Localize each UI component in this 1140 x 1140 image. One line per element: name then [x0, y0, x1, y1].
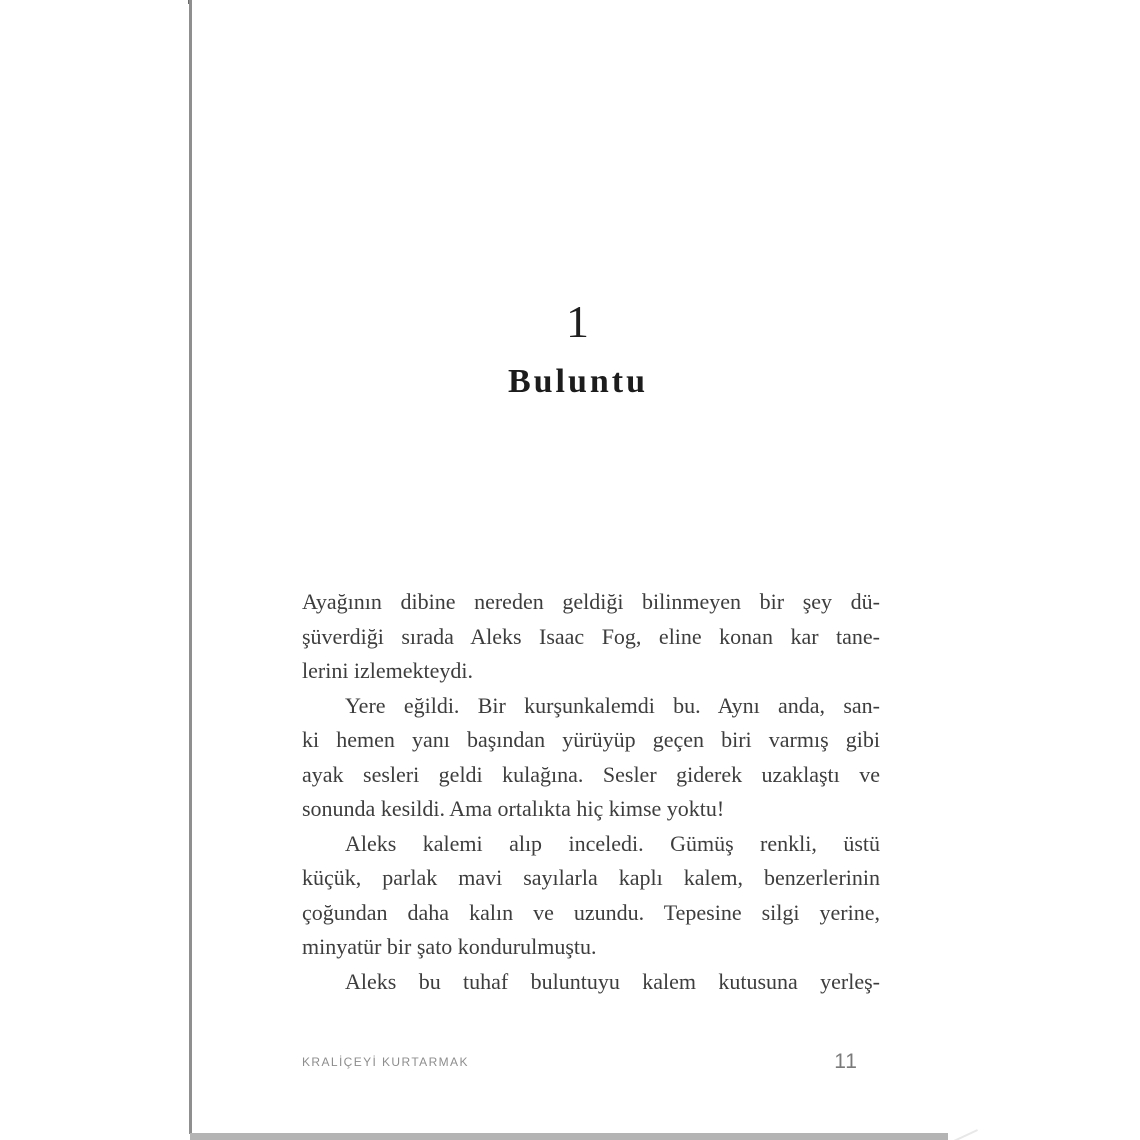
body-line: Aleks bu tuhaf buluntuyu kalem kutusuna yerleş-: [345, 968, 880, 994]
body-line: Ayağının dibine nereden geldiği bilinmeyen bir şey dü-: [302, 589, 880, 614]
body-line: Aleks kalemi alıp inceledi. Gümüş renkli, üstü: [345, 830, 880, 856]
body-line: şüverdiği sırada Aleks Isaac Fog, eline konan kar tane-: [302, 623, 880, 649]
body-line: küçük, parlak mavi sayılarla kaplı kalem, benzerlerinin: [302, 865, 880, 890]
page-footer: [302, 1050, 880, 1074]
chapter-title: Buluntu: [507, 363, 649, 400]
body-line: çoğundan daha kalın ve uzundu. Tepesine silgi yerine,: [302, 899, 880, 925]
body-line: ki hemen yanı başından yürüyüp geçen biri varmış gibi: [302, 727, 880, 752]
page-number: 11: [834, 1050, 858, 1073]
body-line: minyatür bir şato kondurulmuştu.: [302, 934, 597, 959]
body-line: ayak sesleri geldi kulağına. Sesler giderek uzaklaştı ve: [302, 761, 880, 787]
book-page: [192, 0, 948, 1133]
body-line: lerini izlemekteydi.: [302, 658, 474, 683]
chapter-heading: [290, 296, 866, 402]
body-line: Yere eğildi. Bir kurşunkalemdi bu. Aynı anda, san-: [345, 692, 880, 718]
page-bottom-curl-mark: [944, 1116, 978, 1140]
running-title: KRALİÇEYİ KURTARMAK: [302, 1055, 469, 1069]
body-line: sonunda kesildi. Ama ortalıkta hiç kimse yoktu!: [302, 796, 725, 821]
body-text: [302, 585, 880, 999]
page-bottom-edge-bar: [190, 1133, 948, 1140]
chapter-number: 1: [566, 296, 590, 347]
